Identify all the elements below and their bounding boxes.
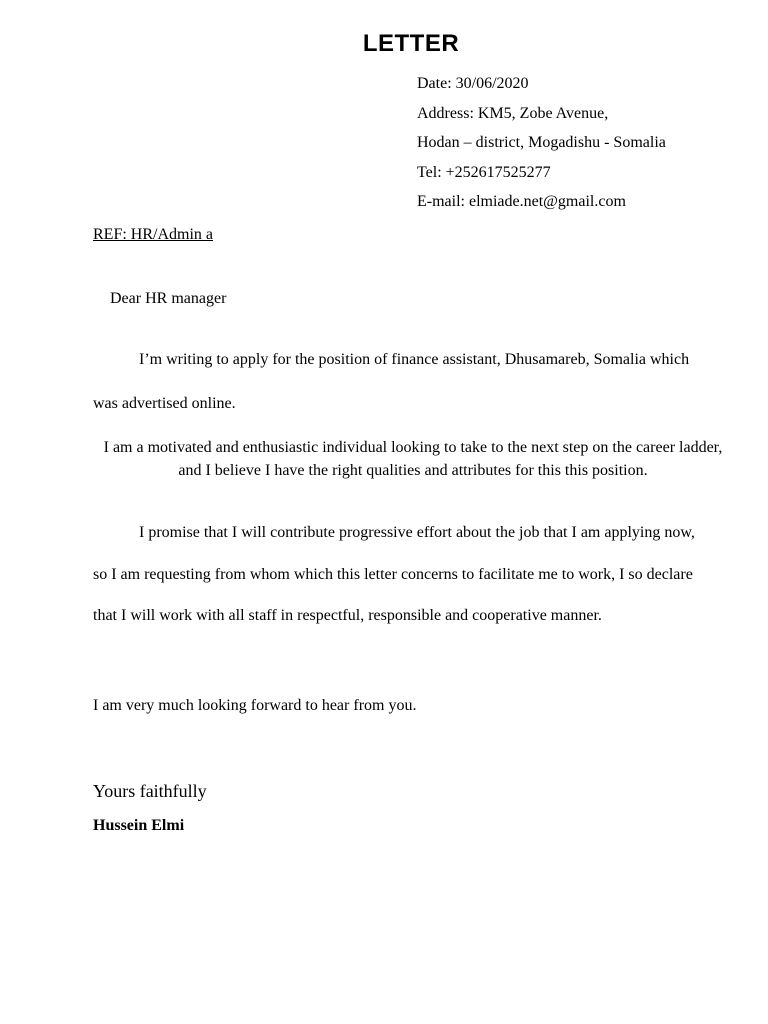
salutation: Dear HR manager	[110, 290, 227, 307]
paragraph-closing-remark: I am very much looking forward to hear from you.	[93, 697, 417, 714]
date-line: Date: 30/06/2020	[417, 75, 529, 92]
email-line: E-mail: elmiade.net@gmail.com	[417, 193, 626, 210]
signature-name: Hussein Elmi	[93, 817, 185, 834]
letter-title: LETTER	[362, 30, 460, 57]
sender-block	[417, 72, 666, 220]
paragraph-promise: I promise that I will contribute progressive effort about the job that I am applying now, so I am requesting from whom which this letter concerns to facilitate me to work, I so declare that I will work with all staff in respectful, responsible and cooperative manner.	[93, 524, 695, 624]
address-line-2: Hodan – district, Mogadishu - Somalia	[417, 134, 666, 151]
paragraph-motivation: I am a motivated and enthusiastic individual looking to take to the next step on the career ladder, and I believe I have the right qualities and attributes for this this position.	[103, 439, 723, 479]
paragraph-application: I’m writing to apply for the position of finance assistant, Dhusamareb, Somalia which was advertised online.	[93, 351, 690, 412]
closing-phrase: Yours faithfully	[93, 781, 207, 801]
reference-line: REF: HR/Admin a	[93, 226, 214, 243]
address-line-1: Address: KM5, Zobe Avenue,	[417, 104, 609, 122]
tel-line: Tel: +252617525277	[417, 163, 551, 181]
